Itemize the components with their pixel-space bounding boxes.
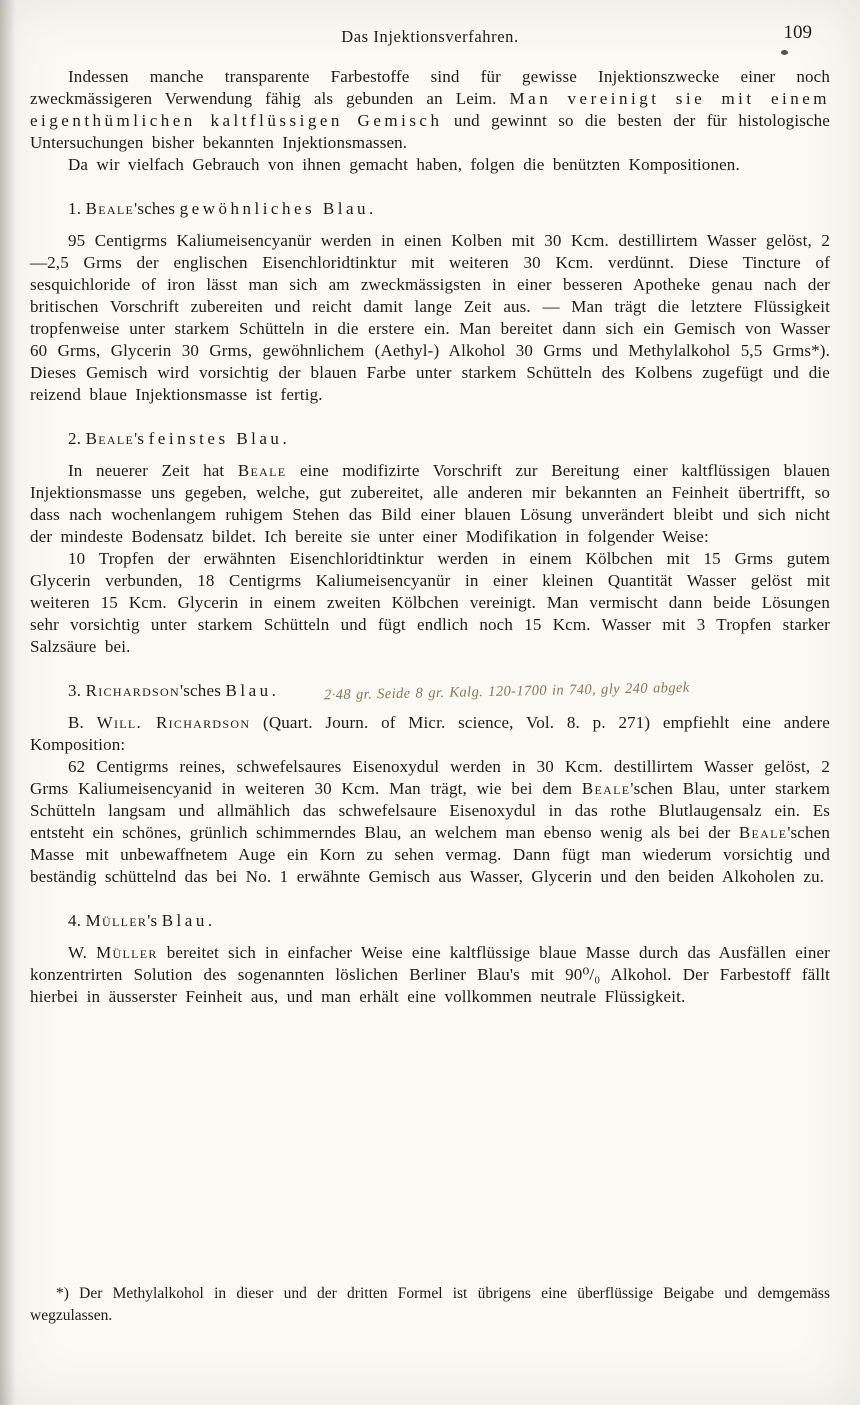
section-1-heading-text: [68, 199, 373, 218]
text-run-normal: W.: [68, 943, 97, 962]
text-run-smallcaps: Beale: [581, 779, 631, 798]
footnote-text: *) Der Methylalkohol in dieser und der dritten Formel ist übrigens eine überflüssige Beigabe und demgemäss wegzulassen.: [30, 1285, 830, 1324]
page-body: [0, 52, 860, 1008]
text-run-normal: bereitet sich in einfacher Weise eine kaltflüssige blaue Masse durch das Ausfällen einer konzentrirten Solution des sogenannten löslichen Berliner Blau's mit 90⁰/₀ Alkohol. Der Farbestoff fällt hierbei in äusserster Feinheit aus, und man erhält eine vollkommen neutrale Flüssigkeit.: [30, 943, 830, 1006]
section-4-heading-text: [68, 911, 212, 930]
text-run-normal: .: [282, 429, 287, 448]
handwritten-annotation: 2·48 gr. Seide 8 gr. Kalg. 120-1700 in 740, gly 240 abgek: [323, 679, 690, 704]
section-3-paragraph-1: [30, 712, 830, 756]
text-run-normal: (Quart. Journ. of Micr. science, Vol. 8. p. 271) empfiehlt eine andere Komposition:: [30, 713, 830, 754]
text-run-smallcaps: Müller: [96, 943, 158, 962]
text-run-normal: 1.: [68, 199, 86, 218]
text-run-normal: In neuerer Zeit hat: [68, 461, 238, 480]
text-run-normal: 2.: [68, 429, 86, 448]
text-run-smallcaps: Beale: [738, 823, 788, 842]
text-run-normal: 'sches: [179, 681, 226, 700]
text-run-normal: .: [207, 911, 213, 930]
section-2-paragraph-1: [30, 460, 830, 548]
footnote: [30, 1283, 830, 1327]
text-run-normal: und gewinnt so die besten der für histologische Untersuchungen bisher bekannten Injektionsmassen.: [30, 111, 830, 152]
section-2-paragraph-2: 10 Tropfen der erwähnten Eisenchloridtinktur werden in einem Kölbchen mit 15 Grms gutem Glycerin verbunden, 18 Centigrms Kaliumeisencyanür in einer kleinen Quantität Wasser gelöst mit weiteren 15 Kcm. Glycerin in einem zweiten Kölbchen vereinigt. Man vermischt dann beide Lösungen sehr vorsichtig unter starkem Schütteln und fügt endlich noch 15 Kcm. Wasser mit 3 Tropfen starker Salzsäure bei.: [30, 549, 830, 656]
running-header: Das Injektionsverfahren.: [341, 27, 519, 46]
text-run-spaced: Blau: [225, 681, 272, 700]
text-run-normal: 'schen Blau, unter starkem Schütteln langsam und allmählich das schwefelsaure Eisenoxydul in das rothe Blutlaugensalz ein. Es entsteht ein schönes, grünlich schimmerndes Blau, an welchem man ebenso wenig als bei der: [30, 779, 830, 842]
page-header: [0, 0, 860, 52]
text-run-normal: 's: [134, 429, 149, 448]
text-run-smallcaps: Richardson: [85, 681, 180, 700]
text-run-normal: 'sches: [134, 199, 180, 218]
ink-smudge: [781, 50, 788, 55]
text-run-spaced: Man vereinigt sie mit einem eigenthümlichen kaltflüssigen Gemisch: [30, 89, 830, 130]
text-run-spaced: feinstes Blau: [148, 429, 283, 448]
section-3-heading-text: [68, 681, 276, 700]
text-run-normal: Indessen manche transparente Farbestoffe sind für gewisse Injektionszwecke einer noch zweckmässigeren Verwendung fähig als gebunden an Leim.: [30, 67, 830, 108]
text-run-spaced: Blau: [161, 911, 208, 930]
text-run-smallcaps: Beale: [85, 429, 135, 448]
section-2-heading-text: [68, 429, 287, 448]
text-run-smallcaps: Müller: [85, 911, 148, 930]
section-1-paragraph-1: 95 Centigrms Kaliumeisencyanür werden in einen Kolben mit 30 Kcm. destillirtem Wasser gelöst, 2—2,5 Grms der englischen Eisenchloridtinktur mit weiteren 30 Kcm. verdünnt. Diese Tincture of sesquichloride of iron lässt man sich am zweckmässigsten in einer besseren Apotheke genau nach der britischen Vorschrift zubereiten und reicht damit lange Zeit aus. — Man trägt die letztere Flüssigkeit tropfenweise unter starkem Schütteln in die erstere ein. Man bereitet dann sich ein Gemisch von Wasser 60 Grms, Glycerin 30 Grms, gewöhnlichem (Aethyl-) Alkohol 30 Grms und Methylalkohol 5,5 Grms*). Dieses Gemisch wird vorsichtig der blauen Farbe unter starkem Schütteln des Kolbens zugefügt und die reizend blaue Injektionsmasse ist fertig.: [30, 231, 830, 404]
text-run-spaced: gewöhnliches Blau: [179, 199, 369, 218]
section-4-heading: [30, 910, 830, 932]
intro-paragraph-1: [30, 66, 830, 154]
intro-paragraph-2: Da wir vielfach Gebrauch von ihnen gemacht haben, folgen die benützten Kompositionen.: [68, 155, 740, 174]
text-run-normal: 62 Centigrms reines, schwefelsaures Eisenoxydul werden in 30 Kcm. destillirtem Wasser gelöst, 2 Grms Kaliumeisencyanid in weiteren 30 Kcm. Man trägt, wie bei dem: [30, 757, 830, 798]
text-run-normal: eine modifizirte Vorschrift zur Bereitung einer kaltflüssigen blauen Injektionsmasse uns gegeben, welche, gut zubereitet, alle anderen mir bekannten an Feinheit übertrifft, so dass nach wochenlangem ruhigem Stehen das Bild einer blauen Lösung unverändert bleibt und sich nicht der mindeste Bodensatz bildet. Ich bereite sie unter einer Modifikation in folgender Weise:: [30, 461, 830, 546]
text-run-smallcaps: Beale: [237, 461, 287, 480]
page-number: 109: [783, 22, 812, 43]
text-run-normal: .: [369, 199, 374, 218]
section-1-heading: [30, 198, 830, 220]
text-run-normal: B.: [68, 713, 97, 732]
text-run-normal: 'schen Masse mit unbewaffnetem Auge ein Korn zu sehen vermag. Dann fügt man wiederum vorsichtig und beständig schüttelnd das bei No. 1 erwähnte Gemisch aus Wasser, Glycerin und den beiden Alkoholen zu.: [30, 823, 830, 886]
section-2-heading: [30, 428, 830, 450]
text-run-normal: 4.: [68, 911, 86, 930]
text-run-normal: .: [271, 681, 277, 700]
section-3-heading: [30, 680, 830, 702]
text-run-normal: 's: [147, 911, 162, 930]
text-run-smallcaps: Will. Richardson: [96, 713, 251, 732]
text-run-normal: 3.: [68, 681, 86, 700]
text-run-smallcaps: Beale: [85, 199, 135, 218]
section-3-paragraph-2: [30, 756, 830, 888]
section-4-paragraph-1: [30, 942, 830, 1008]
